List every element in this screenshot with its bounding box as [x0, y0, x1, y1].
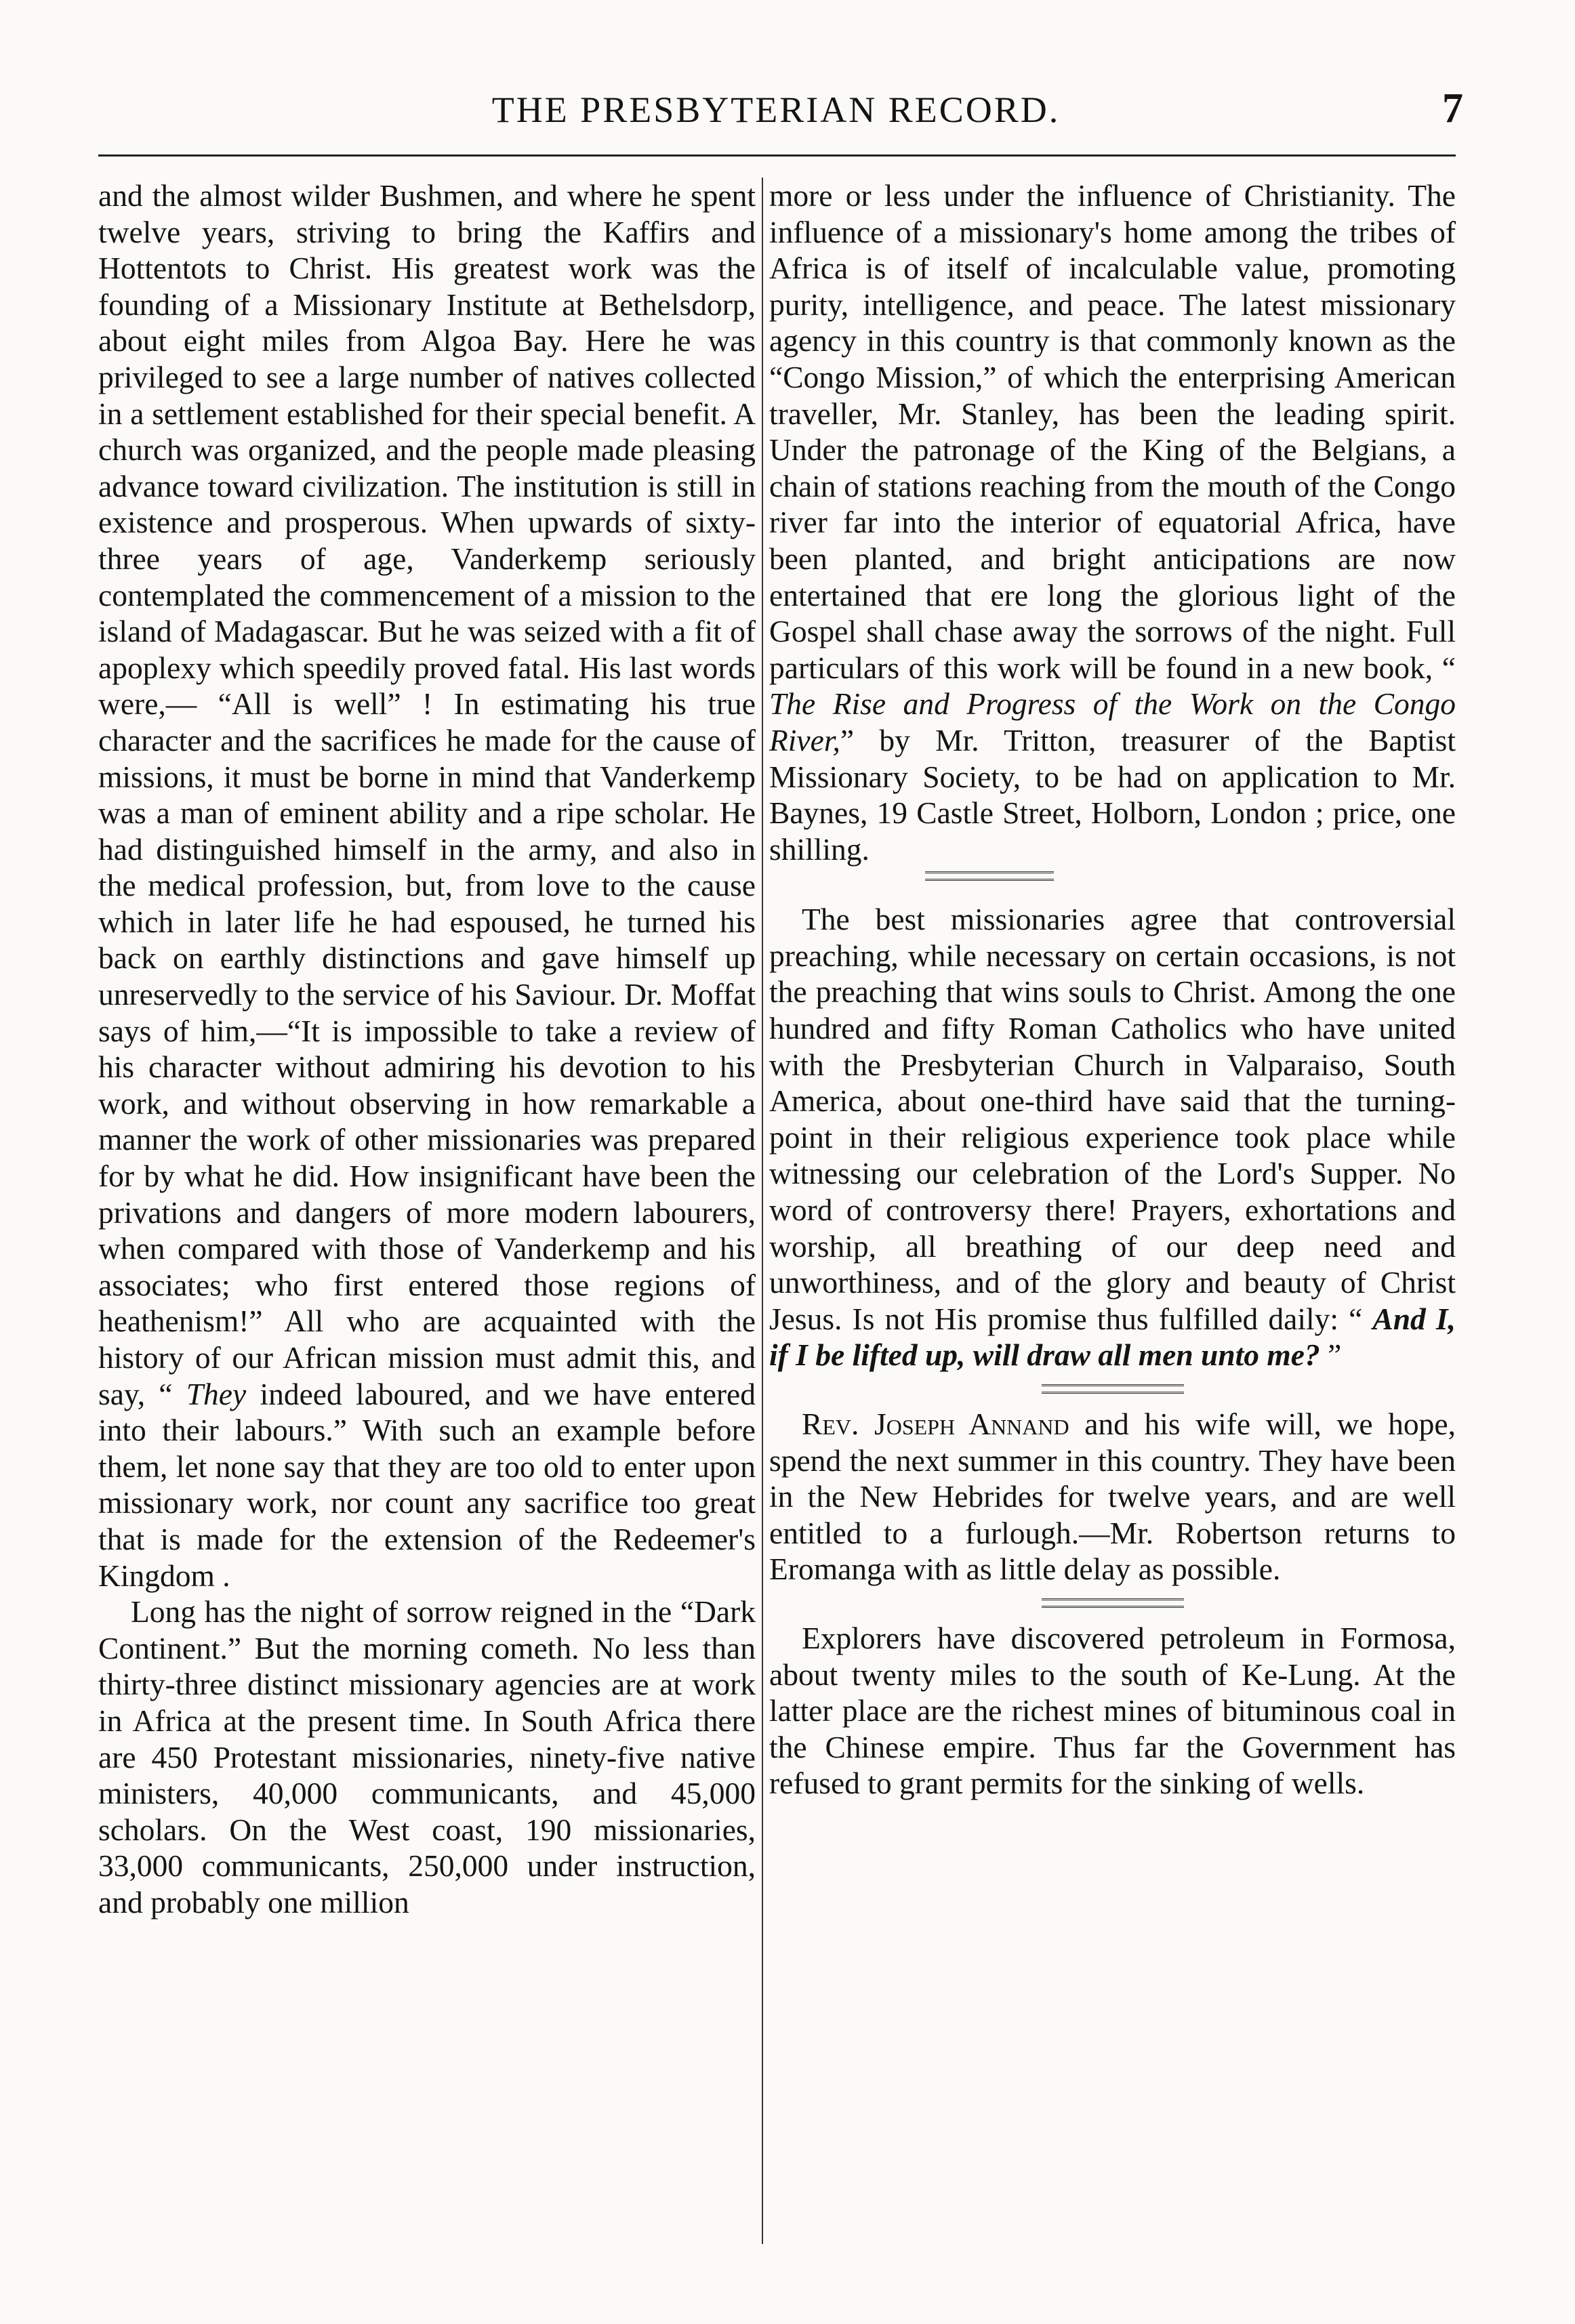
column-divider [762, 178, 763, 2244]
right-column [769, 178, 1456, 1802]
petroleum-paragraph: Explorers have discovered petroleum in Formosa, about twenty miles to the south of Ke-Lung. At the latter place are the richest mines of bituminous coal in the Chinese empire. Thus far the Government has refused to grant permits for the sinking of wells. [769, 1620, 1456, 1801]
congo-mission-paragraph: more or less under the influence of Christianity. The influence of a missionary's home among the tribes of Africa is of itself of incalculable value, promoting purity, intelligence, and peace. The latest missionary agency in this country is that commonly known as the “Congo Mission,” of which the enterprising American traveller, Mr. Stanley, has been the leading spirit. Under the patronage of the King of the Belgians, a chain of stations reaching from the mouth of the Congo river far into the interior of equatorial Africa, have been planted, and bright anticipations are now entertained that ere long the glorious light of the Gospel shall chase away the sorrows of the night. Full particulars of this work will be found in a new book, “ The Rise and Progress of the Work on the Congo River,” by Mr. Tritton, treasurer of the Baptist Missionary Society, to be had on application to Mr. Baynes, 19 Castle Street, Holborn, London ; price, one shilling. [769, 178, 1456, 867]
left-column [98, 178, 756, 1921]
vanderkemp-paragraph: and the almost wilder Bushmen, and where he spent twelve years, striving to bring the Kaffirs and Hottentots to Christ. His greatest work was the founding of a Missionary Institute at Bethelsdorp, about eight miles from Algoa Bay. Here he was privileged to see a large number of natives collected in a settlement established for their special benefit. A church was organized, and the people made pleasing advance toward civilization. The institution is still in existence and prosperous. When upwards of sixty-three years of age, Vanderkemp seriously contemplated the commencement of a mission to the island of Madagascar. But he was seized with a fit of apoplexy which speedily proved fatal. His last words were,— “All is well” ! In estimating his true character and the sacrifices he made for the cause of missions, it must be borne in mind that Vanderkemp was a man of eminent ability and a ripe scholar. He had distinguished himself in the army, and also in the medical profession, but, from love to the cause which in later life he had espoused, he turned his back on earthly distinctions and gave himself up unreservedly to the service of his Saviour. Dr. Moffat says of him,—“It is impossible to take a review of his character without admiring his devotion to his work, and without observing in how remarkable a manner the work of other missionaries was prepared for by what he did. How insignificant have been the privations and dangers of more modern labourers, when compared with those of Vanderkemp and his associates; who first entered those regions of heathenism!” All who are acquainted with the history of our African mission must admit this, and say, “ They indeed laboured, and we have entered into their labours.” With such an example before them, let none say that they are too old to enter upon missionary work, nor count any sacrifice too great that is made for the extension of the Redeemer's Kingdom . [98, 178, 756, 1593]
publication-title: THE PRESBYTERIAN RECORD. [491, 89, 1061, 130]
annand-paragraph: Rev. Joseph Annand and his wife will, we hope, spend the next summer in this country. They have been in the New Hebrides for twelve years, and are well entitled to a furlough.—Mr. Robertson returns to Eromanga with as little delay as possible. [769, 1407, 1456, 1587]
dark-continent-paragraph: Long has the night of sorrow reigned in the “Dark Continent.” But the morning cometh. No less than thirty-three distinct missionary agencies are at work in Africa at the present time. In South Africa there are 450 Protestant missionaries, ninety-five native ministers, 40,000 communicants, and 45,000 scholars. On the West coast, 190 missionaries, 33,000 communicants, 250,000 under instruction, and probably one million [98, 1594, 756, 1920]
page-header [98, 85, 1463, 139]
header-rule [98, 154, 1456, 157]
section-separator [1042, 1598, 1184, 1608]
section-separator [1042, 1384, 1184, 1394]
section-separator [925, 871, 1054, 881]
page-number: 7 [1442, 85, 1463, 131]
controversial-preaching-paragraph: The best missionaries agree that controversial preaching, while necessary on certain occasions, is not the preaching that wins souls to Christ. Among the one hundred and fifty Roman Catholics who have united with the Presbyterian Church in Valparaiso, South America, about one-third have said that the turning-point in their religious experience took place while witnessing our celebration of the Lord's Supper. No word of controversy there! Prayers, exhortations and worship, all breathing of our deep need and unworthiness, and of the glory and beauty of Christ Jesus. Is not His promise thus fulfilled daily: “ And I, if I be lifted up, will draw all men unto me? ” [769, 902, 1456, 1373]
